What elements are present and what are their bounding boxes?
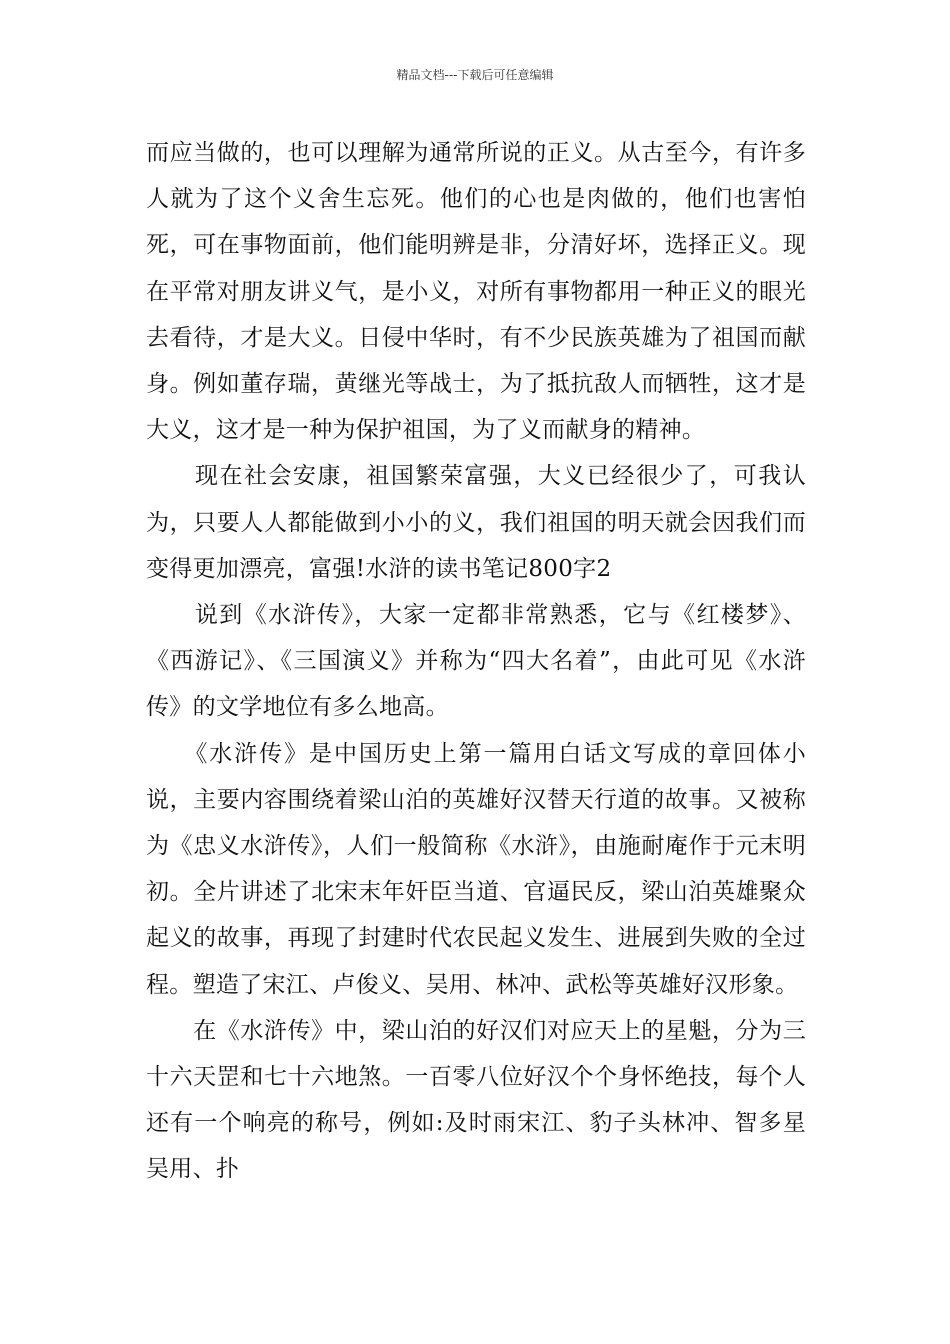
paragraph-4: 《水浒传》是中国历史上第一篇用白话文写成的章回体小说，主要内容围绕着梁山泊的英雄好汉替天行道的故事。又被称为《忠义水浒传》，人们一般简称《水浒》，由施耐庵作于元末明初。全片讲述了北宋末年奸臣当道、官逼民反，梁山泊英雄聚众起义的故事，再现了封建时代农民起义发生、进展到失败的全过程。塑造了宋江、卢俊义、吴用、林冲、武松等英雄好汉形象。: [146, 740, 806, 998]
paragraph-2: 现在社会安康，祖国繁荣富强，大义已经很少了，可我认为，只要人人都能做到小小的义，我们祖国的明天就会因我们而变得更加漂亮，富强!水浒的读书笔记800字2: [146, 463, 806, 582]
document-body: [146, 130, 806, 1193]
paragraph-1: 而应当做的，也可以理解为通常所说的正义。从古至今，有许多人就为了这个义舍生忘死。他们的心也是肉做的，他们也害怕死，可在事物面前，他们能明辨是非，分清好坏，选择正义。现在平常对朋友讲义气，是小义，对所有事物都用一种正义的眼光去看待，才是大义。日侵中华时，有不少民族英雄为了祖国而献身。例如董存瑞，黄继光等战士，为了抵抗敌人而牺牲，这才是大义，这才是一种为保护祖国，为了义而献身的精神。: [146, 140, 806, 444]
paragraph-3: 说到《水浒传》，大家一定都非常熟悉，它与《红楼梦》、《西游记》、《三国演义》并称为“四大名着”，由此可见《水浒传》的文学地位有多么地高。: [146, 602, 806, 721]
page-header: 精品文档---下载后可任意编辑: [396, 68, 554, 82]
paragraph-5: 在《水浒传》中，梁山泊的好汉们对应天上的星魁，分为三十六天罡和七十六地煞。一百零八位好汉个个身怀绝技，每个人还有一个响亮的称号，例如:及时雨宋江、豹子头林冲、智多星吴用、扑: [146, 1017, 806, 1183]
